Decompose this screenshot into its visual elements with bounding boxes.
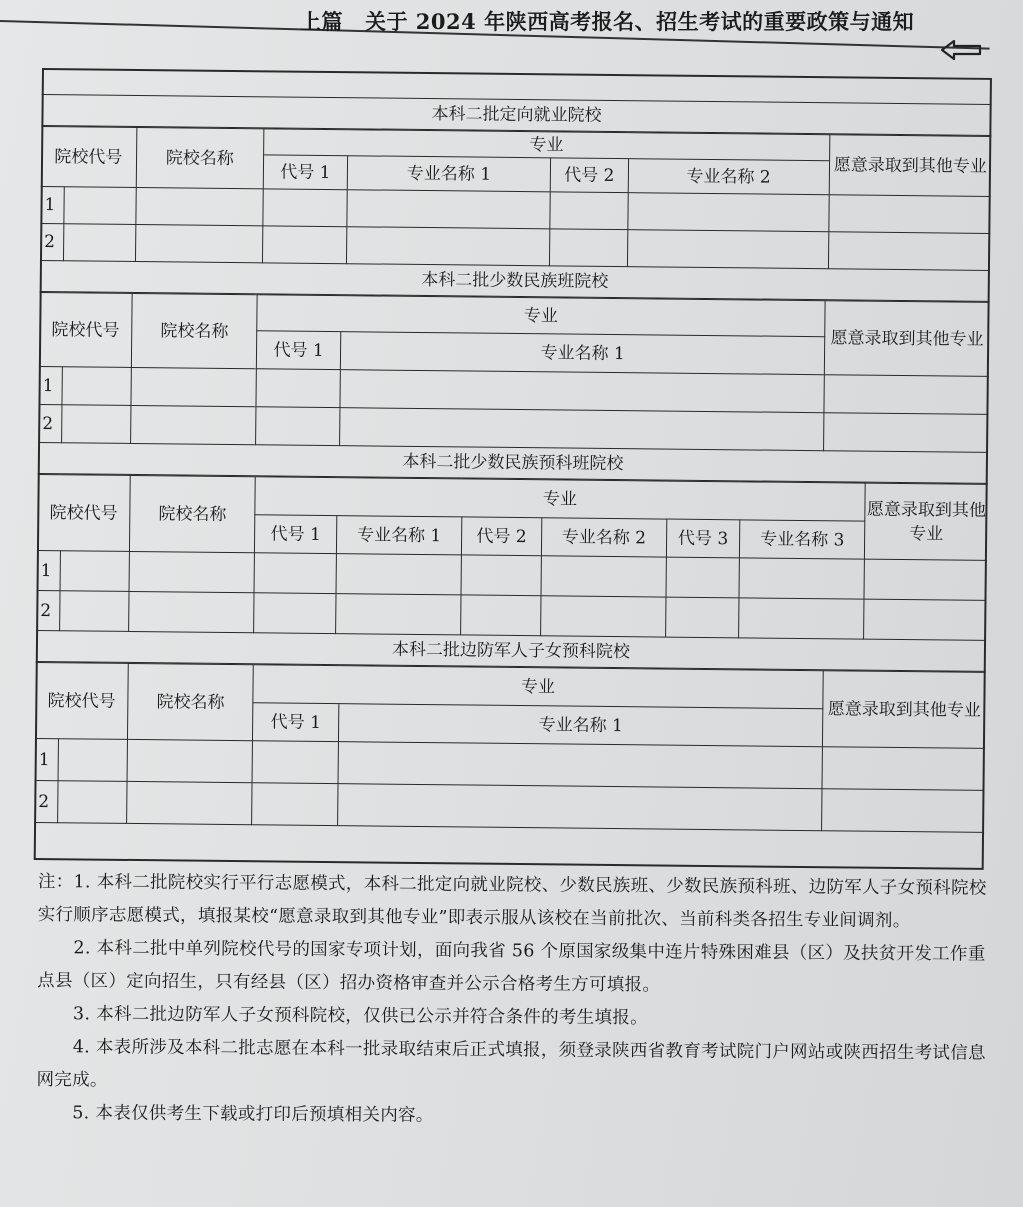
school-code-cell[interactable] [61, 405, 131, 444]
school-code-cell[interactable] [59, 591, 129, 632]
running-head [300, 6, 940, 38]
code2-header: 代号 2 [461, 517, 542, 556]
name1-header: 专业名称 1 [337, 516, 462, 555]
name1-cell[interactable] [338, 742, 822, 789]
code1-header: 代号 1 [252, 703, 339, 742]
header-title: 关于 2024 年陕西高考报名、招生考试的重要政策与通知 [365, 9, 915, 34]
willing-cell[interactable] [828, 232, 990, 271]
name1-header: 专业名称 1 [339, 704, 823, 747]
form-notes [36, 866, 1003, 1137]
section-directed-employment [40, 94, 992, 271]
major-header: 专业 [263, 129, 829, 161]
school-code-cell[interactable] [62, 367, 132, 406]
willing-header: 愿意录取到其他专业 [824, 301, 989, 377]
row-number: 2 [34, 780, 58, 822]
name3-header: 专业名称 3 [740, 520, 865, 559]
school-code-cell[interactable] [64, 224, 136, 262]
code1-cell[interactable] [252, 783, 339, 826]
note-4: 4. 本表所涉及本科二批志愿在本科一批录取结束后正式填报，须登录陕西省教育考试院门户网站或陕西招生考试信息网完成。 [36, 1037, 986, 1091]
name1-cell[interactable] [347, 190, 550, 229]
application-form [34, 68, 992, 870]
name1-cell[interactable] [347, 227, 550, 266]
code2-cell[interactable] [460, 595, 541, 636]
name2-cell[interactable] [628, 193, 829, 232]
section-title: 本科二批少数民族班院校 [40, 261, 990, 302]
school-name-cell[interactable] [127, 739, 252, 782]
code3-cell[interactable] [666, 557, 740, 598]
code2-cell[interactable] [550, 192, 628, 230]
school-code-cell[interactable] [64, 187, 136, 225]
school-code-header: 院校代号 [39, 292, 133, 367]
name2-cell[interactable] [627, 230, 828, 269]
major-header: 专业 [257, 295, 825, 337]
school-name-header: 院校名称 [136, 127, 264, 188]
willing-cell[interactable] [821, 789, 984, 833]
school-name-cell[interactable] [131, 367, 256, 406]
willing-cell[interactable] [864, 599, 987, 640]
code1-header: 代号 1 [263, 155, 348, 190]
row-number: 1 [37, 550, 61, 590]
row-number: 2 [38, 404, 62, 442]
row-number: 1 [38, 366, 62, 404]
note-2: 2. 本科二批中单列院校代号的国家专项计划，面向我省 56 个原国家级集中连片特殊困难县（区）及扶贫开发工作重点县（区）定向招生，只有经县（区）招办资格审查并公示合格考生方可填报。 [37, 938, 986, 996]
school-code-cell[interactable] [58, 739, 128, 782]
major-header: 专业 [255, 477, 865, 521]
section-border-military-preparatory [34, 631, 986, 833]
school-name-cell[interactable] [129, 591, 254, 632]
note-5: 5. 本表仅供考生下载或打印后预填相关内容。 [72, 1103, 434, 1126]
row-number: 1 [35, 738, 59, 780]
name2-cell[interactable] [541, 556, 666, 597]
willing-header: 愿意录取到其他专业 [822, 671, 985, 749]
section-table [36, 474, 988, 641]
code3-header: 代号 3 [666, 519, 740, 558]
willing-cell[interactable] [822, 747, 985, 791]
willing-cell[interactable] [864, 559, 987, 600]
school-code-header: 院校代号 [35, 662, 129, 739]
section-table [40, 126, 991, 271]
section-title: 本科二批边防军人子女预科院校 [36, 631, 986, 672]
name3-cell[interactable] [739, 598, 864, 639]
name2-header: 专业名称 2 [628, 159, 829, 195]
school-name-header: 院校名称 [130, 475, 255, 552]
school-code-header: 院校代号 [41, 126, 137, 187]
school-code-header: 院校代号 [37, 474, 131, 551]
section-minority-class [38, 261, 990, 453]
code1-cell[interactable] [254, 553, 337, 594]
name1-cell[interactable] [340, 370, 824, 413]
code1-cell[interactable] [255, 407, 340, 446]
row-number: 2 [40, 223, 64, 260]
school-name-header: 院校名称 [132, 293, 257, 368]
note-1: 注：1. 本科二批院校实行平行志愿模式，本科二批定向就业院校、少数民族班、少数民族预科班、边防军人子女预科院校实行顺序志愿模式，填报某校“愿意录取到其他专业”即表示服从该校在当前批次、当前科类各招生专业间调剂。 [37, 871, 987, 932]
school-name-cell[interactable] [129, 551, 254, 592]
section-table [38, 292, 990, 453]
name1-header: 专业名称 1 [341, 332, 825, 375]
code3-cell[interactable] [665, 597, 739, 638]
school-name-cell[interactable] [135, 187, 263, 225]
code1-cell[interactable] [252, 741, 339, 784]
code1-cell[interactable] [256, 369, 341, 408]
name1-cell[interactable] [340, 408, 824, 451]
code2-cell[interactable] [549, 229, 627, 267]
school-name-cell[interactable] [127, 781, 252, 824]
section-table [34, 662, 986, 833]
name2-header: 专业名称 2 [541, 518, 666, 557]
row-number: 1 [40, 186, 64, 223]
code1-cell[interactable] [254, 593, 337, 634]
code1-cell[interactable] [263, 189, 348, 227]
section-minority-preparatory [36, 443, 988, 641]
willing-cell[interactable] [824, 375, 989, 415]
row-number: 2 [36, 590, 60, 630]
name1-header: 专业名称 1 [347, 156, 550, 192]
code1-cell[interactable] [262, 226, 347, 264]
school-code-cell[interactable] [57, 781, 127, 824]
name1-cell[interactable] [336, 594, 461, 635]
code1-header: 代号 1 [256, 331, 341, 370]
willing-cell[interactable] [823, 413, 988, 453]
code2-header: 代号 2 [550, 158, 628, 193]
school-name-header: 院校名称 [128, 663, 253, 740]
code2-cell[interactable] [461, 555, 542, 596]
willing-header: 愿意录取到其他专业 [829, 135, 992, 197]
school-code-cell[interactable] [60, 551, 130, 592]
section-title: 本科二批定向就业院校 [41, 94, 991, 136]
header-section: 上篇 [300, 9, 343, 34]
school-name-cell[interactable] [131, 405, 256, 444]
name2-cell[interactable] [541, 596, 666, 637]
willing-header: 愿意录取到其他专业 [864, 483, 987, 560]
name3-cell[interactable] [739, 558, 864, 599]
section-title: 本科二批少数民族预科班院校 [38, 443, 988, 484]
back-arrow-icon [940, 38, 984, 62]
note-3: 3. 本科二批边防军人子女预科院校，仅供已公示并符合条件的考生填报。 [72, 1004, 648, 1029]
name1-cell[interactable] [336, 554, 461, 595]
major-header: 专业 [253, 665, 823, 709]
name1-cell[interactable] [338, 784, 822, 831]
school-name-cell[interactable] [135, 224, 263, 262]
code1-header: 代号 1 [254, 515, 337, 554]
willing-cell[interactable] [828, 195, 990, 234]
